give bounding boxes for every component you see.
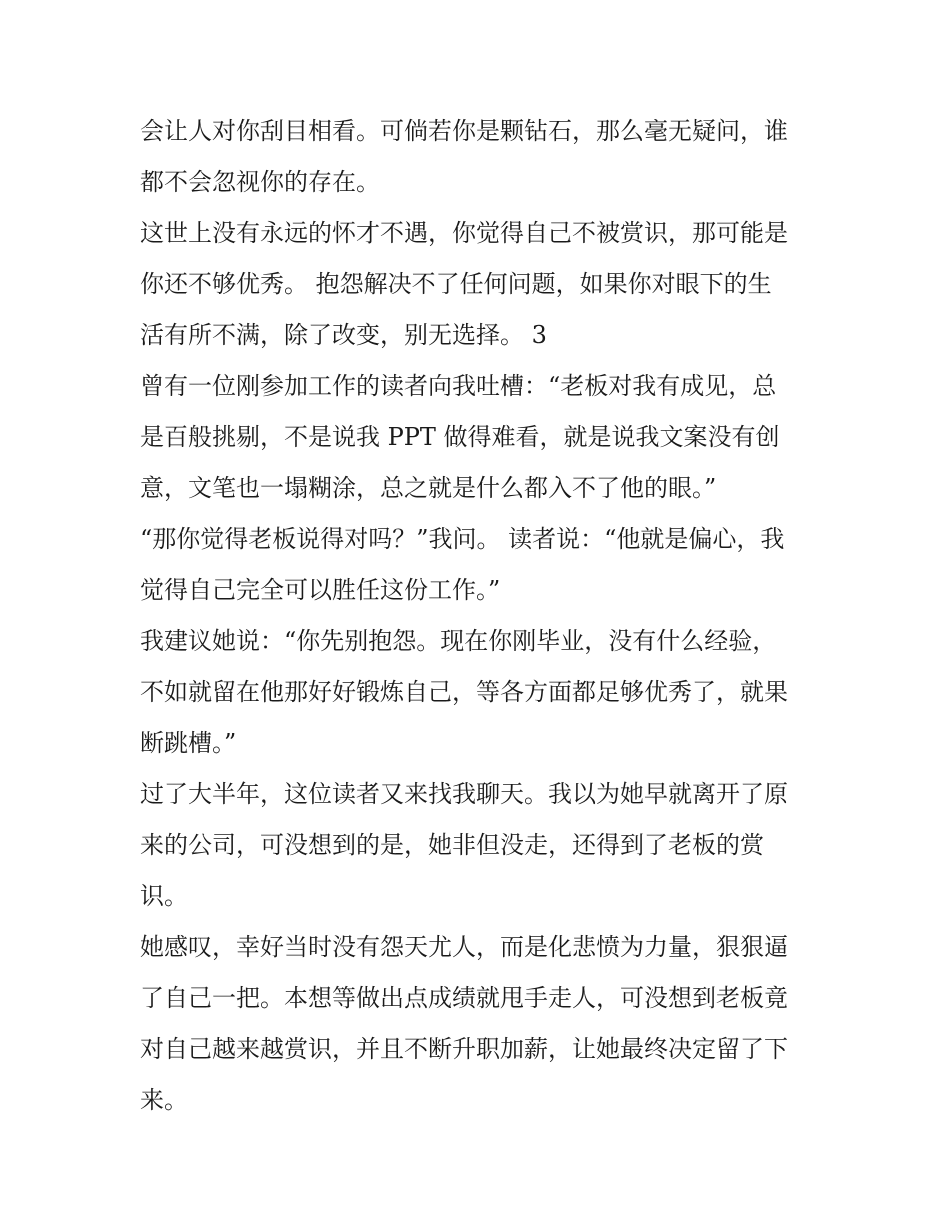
text-line: “那你觉得老板说得对吗？”我问。 读者说：“他就是偏心，我 bbox=[140, 525, 785, 553]
document-body bbox=[140, 106, 820, 1126]
text-line: 我建议她说：“你先别抱怨。现在你刚毕业，没有什么经验， bbox=[140, 627, 777, 655]
text-line: 断跳槽。” bbox=[140, 729, 237, 757]
text-line: 过了大半年，这位读者又来找我聊天。我以为她早就离开了原 bbox=[140, 780, 788, 808]
text-line: 她感叹，幸好当时没有怨天尤人，而是化悲愤为力量，狠狠逼 bbox=[140, 933, 788, 961]
text-line: 对自己越来越赏识，并且不断升职加薪，让她最终决定留了下 bbox=[140, 1035, 788, 1063]
text-line: 你还不够优秀。 抱怨解决不了任何问题，如果你对眼下的生 bbox=[140, 270, 772, 298]
text-line: 这世上没有永远的怀才不遇，你觉得自己不被赏识，那可能是 bbox=[140, 219, 788, 247]
text-line: 是百般挑剔，不是说我 PPT 做得难看，就是说我文案没有创 bbox=[140, 423, 780, 451]
text-line: 来的公司，可没想到的是，她非但没走，还得到了老板的赏 bbox=[140, 831, 764, 859]
text-line: 活有所不满，除了改变，别无选择。 3 bbox=[140, 321, 547, 349]
text-line: 都不会忽视你的存在。 bbox=[140, 168, 380, 196]
text-line: 意，文笔也一塌糊涂，总之就是什么都入不了他的眼。” bbox=[140, 474, 717, 502]
text-line: 识。 bbox=[140, 882, 188, 910]
text-line: 觉得自己完全可以胜任这份工作。” bbox=[140, 576, 501, 604]
text-line: 了自己一把。本想等做出点成绩就甩手走人，可没想到老板竟 bbox=[140, 984, 788, 1012]
text-line: 曾有一位刚参加工作的读者向我吐槽：“老板对我有成见，总 bbox=[140, 372, 777, 400]
text-line: 会让人对你刮目相看。可倘若你是颗钻石，那么毫无疑问，谁 bbox=[140, 117, 788, 145]
text-line: 不如就留在他那好好锻炼自己，等各方面都足够优秀了，就果 bbox=[140, 678, 788, 706]
text-line: 来。 bbox=[140, 1086, 188, 1114]
